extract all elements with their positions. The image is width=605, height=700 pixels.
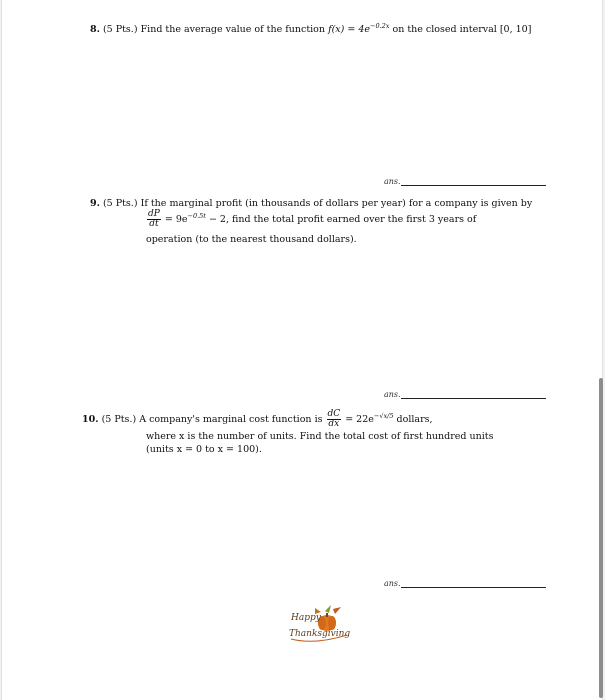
question-10: [82, 410, 433, 429]
question-text-tail: dollars,: [396, 414, 433, 425]
question-text: Find the average value of the function: [140, 24, 326, 35]
question-10-line2: [146, 430, 494, 443]
logo-line2: Thanksgiving: [289, 629, 351, 639]
document-page: [1, 0, 603, 700]
answer-line: [401, 398, 546, 399]
pumpkin-icon: [285, 603, 355, 647]
question-text: (units x = 0 to x = 100).: [146, 444, 262, 455]
exponent: −0.5t: [187, 212, 206, 220]
question-9-equation: [146, 210, 476, 229]
derivative-fraction: [327, 410, 342, 429]
question-number: 10.: [82, 414, 99, 425]
question-text-tail: on the closed interval [0, 10]: [392, 24, 532, 35]
fraction-numerator: dP: [148, 209, 160, 219]
logo-line1: Happy: [291, 613, 321, 623]
question-number: 9.: [90, 198, 100, 209]
answer-label: ans.: [384, 177, 401, 186]
answer-label: ans.: [384, 390, 401, 399]
question-points: (5 Pts.): [102, 198, 138, 209]
question-points: (5 Pts.): [102, 24, 138, 35]
question-text: A company's marginal cost function is: [139, 414, 323, 425]
question-text: − 2, find the total profit earned over the first 3 years of: [208, 214, 477, 225]
answer-line: [401, 185, 546, 186]
question-8: [90, 23, 531, 36]
equation: = 22e: [345, 414, 374, 425]
question-9-line3: [146, 233, 357, 246]
question-text: If the marginal profit (in thousands of dollars per year) for a company is given by: [140, 198, 533, 209]
question-text: operation (to the nearest thousand dollars).: [146, 234, 357, 245]
question-text: where x is the number of units. Find the total cost of first hundred units: [146, 431, 494, 442]
exponent: −0.2x: [370, 22, 390, 30]
answer-label: ans.: [384, 579, 401, 588]
fraction-denominator: dx: [328, 419, 340, 429]
thanksgiving-logo: [285, 603, 355, 647]
question-points: (5 Pts.): [101, 414, 137, 425]
function-expression: f(x) = 4e: [328, 24, 371, 35]
answer-line: [401, 587, 546, 588]
question-number: 8.: [90, 24, 100, 35]
exponent: −√x/5: [373, 412, 394, 420]
vertical-scrollbar[interactable]: [599, 378, 603, 698]
equation: = 9e: [164, 214, 188, 225]
derivative-fraction: [147, 210, 161, 229]
question-10-line3: [146, 443, 262, 456]
fraction-denominator: dt: [149, 219, 159, 229]
fraction-numerator: dC: [327, 409, 341, 419]
